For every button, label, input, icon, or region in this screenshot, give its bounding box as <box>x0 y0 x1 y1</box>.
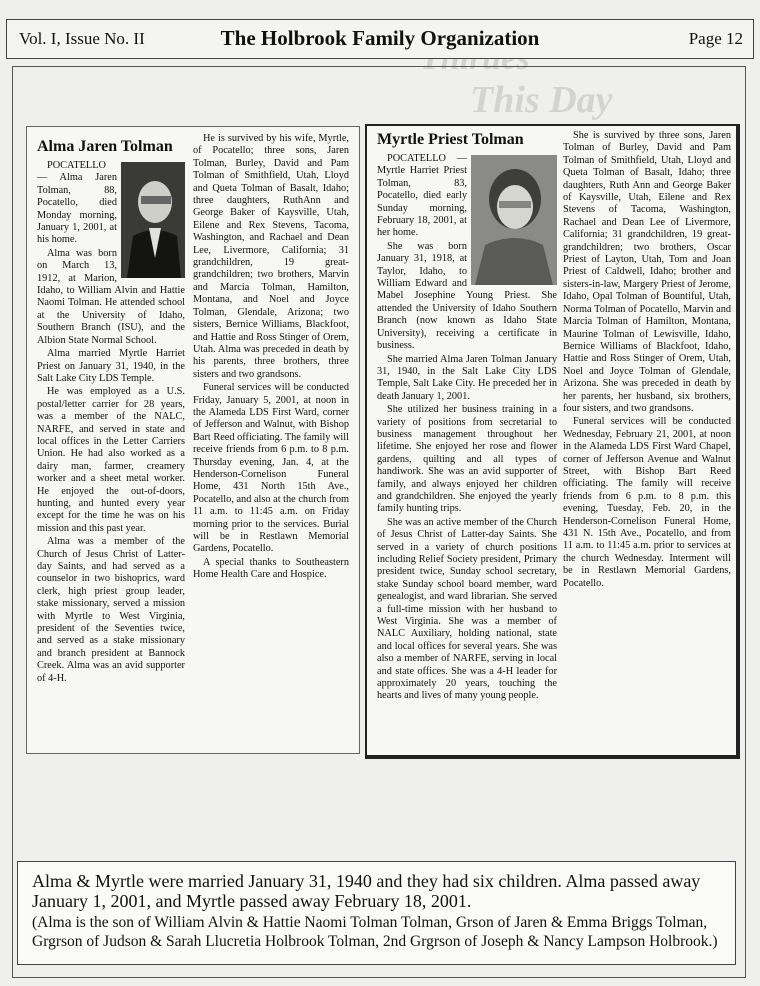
myrtle-portrait-photo <box>471 155 557 285</box>
obituary-myrtle-name: Myrtle Priest Tolman <box>377 131 524 148</box>
myrtle-work-paragraph: She utilized her business training in a variety of positions from secretarial to business management throughout her lifetime. She enjoyed her rose and flower gardens, quilting and all types of handiwork. She was an avid supporter of family, and always enjoyed her children and grandchildren. She enjoyed the yearly family hunting trips. <box>377 404 557 515</box>
myrtle-birth-paragraph: She was born January 31, 1918, at Taylor, Idaho, to William Edward and Mabel Josephine Young Priest. She attended the University of Idaho Southern Branch (now known as Idaho State University), receiving a certificate in business. <box>377 240 557 352</box>
myrtle-marriage-paragraph: She married Alma Jaren Tolman January 31, 1940, in the Salt Lake City LDS Temple, Salt Lake City. He preceded her in death January 1, 2001. <box>377 353 557 402</box>
myrtle-intro-paragraph: POCATELLO — Myrtle Harriet Priest Tolman, 83, Pocatello, died early Sunday morning, February 18, 2001, at her home. <box>377 153 467 239</box>
myrtle-funeral-paragraph: Funeral services will be conducted Wednesday, February 21, 2001, at noon in the Alameda LDS First Ward Chapel, corner of Jefferson Avenue and Walnut Street, with Bishop Bart Reed officiating. The family will receive friends from 6 p.m. to 8 p.m. this evening, Tuesday, Feb. 20, in the Henderson-Cornelison Funeral Home, 431 N. 15th Ave., Pocatello, and from 11 a.m. to 11:45 a.m. prior to services at the church Wednesday. Interment will be in Restlawn Memorial Gardens, Pocatello. <box>563 416 731 589</box>
alma-marriage-paragraph: Alma married Myrtle Harriet Priest on January 31, 1940, in the Salt Lake City LDS Temple. <box>37 348 185 384</box>
alma-church-paragraph: Alma was a member of the Church of Jesus Christ of Latter-day Saints, and had served as a counselor in two bishoprics, ward clerk, high priest group leader, stake missionary, served a mission with Myrtle to West Virginia, president of the Seventies twice, and served as a stake missionary and branch president at Bannock Creek. Alma was an avid supporter of 4-H. <box>37 536 185 684</box>
issue-number: Vol. I, Issue No. II <box>19 29 145 48</box>
myrtle-survived-paragraph: She is survived by three sons, Jaren Tolman of Burley, David and Pam Tolman of Smithfield, Utah, Lloyd and Queta Tolman of Basalt, Idaho; three daughters, Ruth Ann and George Baker of Kaysville, Utah, Eilene and Rex Stevens of Tacoma, Washington, Rachael and Dean Lee of Livermore, California; 31 grandchildren, 19 great-grandchildren; two brothers, Oscar Priest of Layton, Utah, Tom and Joan Priest of Caldwell, Idaho; brother and sisters-in-law, Margery Priest of Jerome, Idaho, Opal Tolman of Bountiful, Utah, Norma Tolman of Pocatello, Marvin and Marcia Tolman of Hamilton, Montana, Maurine Tolman of Lewisville, Idaho, Bernice Williams of Blackfoot, Idaho, Hattie and Ross Stinger of Orem, Utah, Noel and Joyce Tolman of Glendale, Arizona. She was preceded in death by her parents, her husband, six brothers, four sisters, and two grandsons. <box>563 130 731 414</box>
alma-thanks-paragraph: A special thanks to Southeastern Home Health Care and Hospice. <box>193 556 349 581</box>
family-caption-box <box>17 861 736 965</box>
newsletter-title: The Holbrook Family Organization <box>220 26 540 50</box>
obituary-alma-column-2 <box>193 133 349 583</box>
newsletter-header <box>6 19 754 59</box>
obituary-myrtle <box>365 124 740 759</box>
caption-genealogy: (Alma is the son of William Alvin & Hattie Naomi Tolman Tolman, Grson of Jaren & Emma Briggs Tolman, Grgrson of Judson & Sarah Llucretia Holbrook Tolman, 2nd Grgrson of Joseph & Nancy Lampson Holbrook.) <box>32 914 718 950</box>
obituary-myrtle-column-2 <box>563 130 731 591</box>
alma-funeral-paragraph: Funeral services will be conducted Friday, January 5, 2001, at noon in the Alameda LDS First Ward, corner of Jefferson and Walnut, with Bishop Bart Reed officiating. The family will receive friends from 6 p.m. to 8 p.m. Thursday evening, Jan. 4, at the Henderson-Cornelison Funeral Home, 431 North 15th Ave., Pocatello, and also at the church from 11 a.m. to 11:45 a.m. on Friday morning prior to the services. Burial will be in Restlawn Memorial Gardens, Pocatello. <box>193 382 349 555</box>
alma-portrait-photo <box>121 162 185 278</box>
alma-survived-paragraph: He is survived by his wife, Myrtle, of Pocatello; three sons, Jaren Tolman, Burley, David and Pam Tolman of Smithfield, Utah, Lloyd and Queta Tolman of Basalt, Idaho; three daughters, RuthAnn and George Baker of Kaysville, Utah, Eilene and Rex Stevens, Tacoma, Washington, and Rachael and Dean Lee, Livermore, California; 31 grandchildren, 19 great-grandchildren; two brothers, Marvin and Marcia Tolman, Hamilton, Montana, and Noel and Joyce Tolman, Glendale, Arizona; two sisters, Bernice Williams, Blackfoot, and Hattie and Ross Stinger of Orem, Utah. Alma was preceded in death by his parents, three brothers, three sisters and two grandsons. <box>193 133 349 380</box>
page-number: Page 12 <box>688 29 743 48</box>
obituary-alma-column-1 <box>37 137 185 686</box>
bleed-through-heading-2: This Day <box>470 79 613 121</box>
obituary-alma <box>26 126 360 754</box>
myrtle-church-paragraph: She was an active member of the Church of Jesus Christ of Latter-day Saints. She served in a variety of church positions including Relief Society president, Primary president twice, Sunday school secretary, stake Sunday school board member, ward genealogist, and ward librarian. She served a full-time mission with her husband to West Virginia. She was a member of NALC Auxiliary, holding national, state and local offices for several years. She was also a member of NARFE, serving in local and state offices. She was a 4-H leader for approximately 20 years, touching the hearts and lives of many young people. <box>377 516 557 702</box>
alma-work-paragraph: He was employed as a U.S. postal/letter carrier for 28 years, was a member of the NALC, NARFE, and served in state and local offices in the Letter Carriers Union. He had also worked as a dairy man, farmer, creamery worker and a sheet metal worker. He enjoyed the out-of-doors, hunting, and hunted every year except for the time he was on his mission and this past year. <box>37 386 185 534</box>
caption-summary: Alma & Myrtle were married January 31, 1940 and they had six children. Alma passed away January 1, 2001, and Myrtle passed away February 18, 2001. <box>32 871 701 911</box>
obituary-alma-name: Alma Jaren Tolman <box>37 138 173 155</box>
alma-birth-paragraph: Alma was born on March 13, 1912, at Marion, Idaho, to William Alvin and Hattie Naomi Tolman. He attended school at the University of Idaho, Southern Branch (ISU), and the Albion State Normal School. <box>37 247 185 346</box>
obituary-myrtle-column-1 <box>377 130 557 704</box>
alma-intro-paragraph: POCATELLO — Alma Jaren Tolman, 88, Pocatello, died Monday morning, January 1, 2001, at his home. <box>37 160 117 246</box>
